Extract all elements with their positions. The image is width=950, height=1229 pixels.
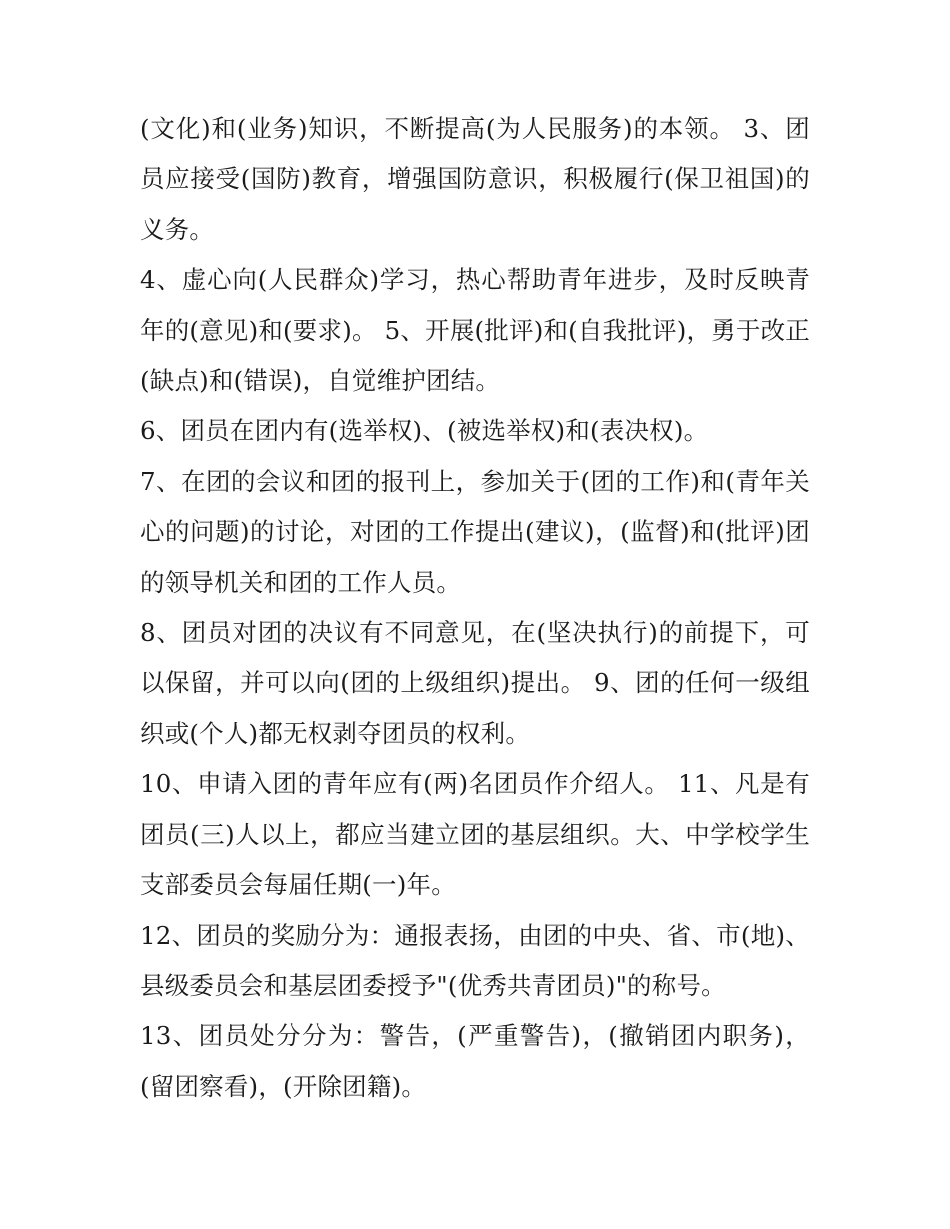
paragraph-1: (文化)和(业务)知识，不断提高(为人民服务)的本领。 3、团员应接受(国防)教育，增强国防意识，积极履行(保卫祖国)的义务。 xyxy=(140,114,810,244)
document-body xyxy=(140,104,810,1112)
paragraph-3: 6、团员在团内有(选举权)、(被选举权)和(表决权)。 xyxy=(140,416,709,446)
paragraph-8: 13、团员处分分为：警告，(严重警告)，(撤销团内职务)，(留团察看)，(开除团籍)。 xyxy=(140,1021,810,1101)
paragraph-5: 8、团员对团的决议有不同意见，在(坚决执行)的前提下，可以保留，并可以向(团的上级组织)提出。 9、团的任何一级组织或(个人)都无权剥夺团员的权利。 xyxy=(140,618,810,748)
paragraph-2: 4、虚心向(人民群众)学习，热心帮助青年进步，及时反映青年的(意见)和(要求)。 5、开展(批评)和(自我批评)，勇于改正(缺点)和(错误)，自觉维护团结。 xyxy=(140,265,810,396)
paragraph-7: 12、团员的奖励分为：通报表扬，由团的中央、省、市(地)、县级委员会和基层团委授予"(优秀共青团员)"的称号。 xyxy=(140,920,810,1000)
paragraph-6: 10、申请入团的青年应有(两)名团员作介绍人。 11、凡是有团员(三)人以上，都应当建立团的基层组织。大、中学校学生支部委员会每届任期(一)年。 xyxy=(140,769,810,900)
paragraph-4: 7、在团的会议和团的报刊上，参加关于(团的工作)和(青年关心的问题)的讨论，对团的工作提出(建议)，(监督)和(批评)团的领导机关和团的工作人员。 xyxy=(140,466,810,597)
